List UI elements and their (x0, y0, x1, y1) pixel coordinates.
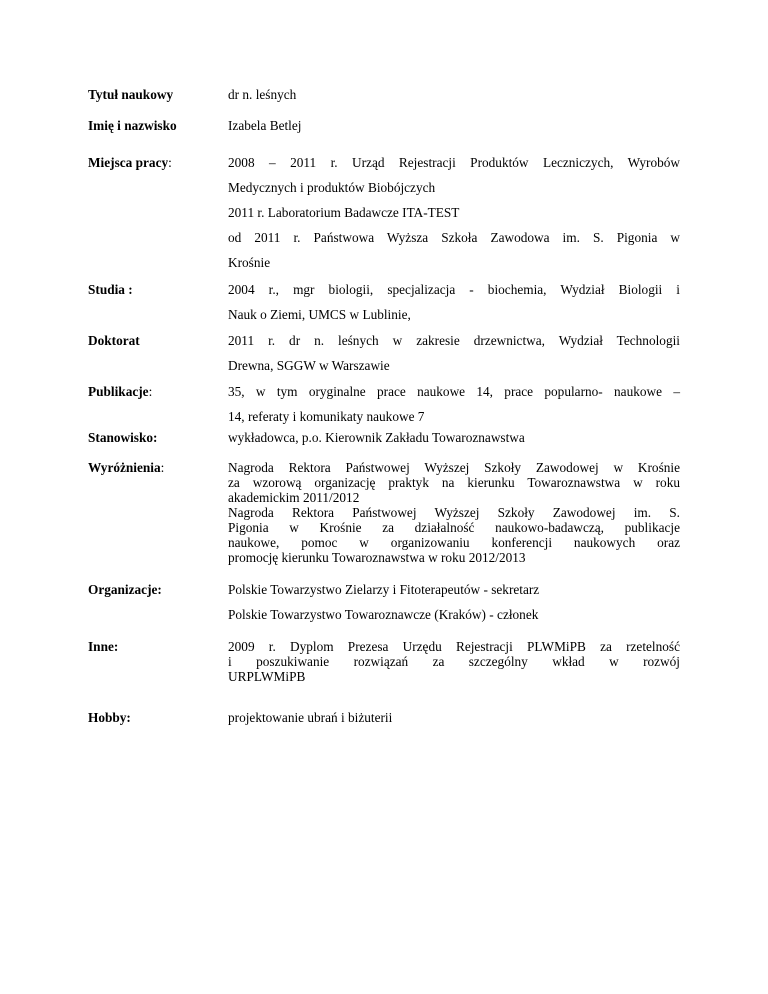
other-line: URPLWMiPB (228, 669, 306, 684)
publications-value (228, 384, 680, 424)
workplaces-line: 2011 r. Laboratorium Badawcze ITA-TEST (228, 205, 460, 220)
workplaces-label: Miejsca pracy: (88, 155, 172, 170)
awards-line: Nagroda Rektora Państwowej Wyższej Szkoły Zawodowej w Krośnie (228, 460, 680, 475)
other-line: 2009 r. Dyplom Prezesa Urzędu Rejestracji PLWMiPB za rzetelność (228, 639, 680, 654)
awards-label: Wyróżnienia: (88, 460, 165, 475)
organizations-line: Polskie Towarzystwo Zielarzy i Fitoterapeutów - sekretarz (228, 582, 540, 597)
position-value: wykładowca, p.o. Kierownik Zakładu Towaroznawstwa (228, 430, 525, 445)
other-value (228, 639, 680, 684)
doctorate-line: 2011 r. dr n. leśnych w zakresie drzewnictwa, Wydział Technologii (228, 333, 680, 348)
awards-value (228, 460, 680, 565)
doctorate-line: Drewna, SGGW w Warszawie (228, 358, 390, 373)
awards-line: Nagroda Rektora Państwowej Wyższej Szkoły Zawodowej im. S. (228, 505, 680, 520)
other-label: Inne: (88, 639, 119, 654)
other-line: i poszukiwanie rozwiązań za szczególny wkład w rozwój (228, 654, 680, 669)
position-label: Stanowisko: (88, 430, 158, 445)
organizations-value (228, 582, 680, 622)
title-value: dr n. leśnych (228, 87, 297, 102)
workplaces-line: Medycznych i produktów Biobójczych (228, 180, 436, 195)
organizations-label: Organizacje: (88, 582, 162, 597)
awards-line: za wzorową organizację praktyk na kierunku Towaroznawstwa w roku (228, 475, 680, 490)
hobby-label: Hobby: (88, 710, 131, 725)
workplaces-value (228, 155, 680, 270)
hobby-value: projektowanie ubrań i biżuterii (228, 710, 393, 725)
workplaces-line: 2008 – 2011 r. Urząd Rejestracji Produktów Leczniczych, Wyrobów (228, 155, 680, 170)
publications-label: Publikacje: (88, 384, 153, 399)
doctorate-value (228, 333, 680, 373)
name-label: Imię i nazwisko (88, 118, 177, 133)
publications-line: 35, w tym oryginalne prace naukowe 14, prace popularno- naukowe – (228, 384, 680, 399)
organizations-line: Polskie Towarzystwo Towaroznawcze (Kraków) - członek (228, 607, 539, 622)
workplaces-line: Krośnie (228, 255, 271, 270)
awards-line: akademickim 2011/2012 (228, 490, 360, 505)
workplaces-line: od 2011 r. Państwowa Wyższa Szkoła Zawodowa im. S. Pigonia w (228, 230, 680, 245)
studies-line: Nauk o Ziemi, UMCS w Lublinie, (228, 307, 411, 322)
studies-line: 2004 r., mgr biologii, specjalizacja - biochemia, Wydział Biologii i (228, 282, 680, 297)
awards-line: naukowe, pomoc w organizowaniu konferencji naukowych oraz (228, 535, 680, 550)
doctorate-label: Doktorat (88, 333, 140, 348)
awards-line: promocję kierunku Towaroznawstwa w roku 2012/2013 (228, 550, 526, 565)
studies-value (228, 282, 680, 322)
title-label: Tytuł naukowy (88, 87, 174, 102)
name-value: Izabela Betlej (228, 118, 302, 133)
publications-line: 14, referaty i komunikaty naukowe 7 (228, 409, 425, 424)
studies-label: Studia : (88, 282, 133, 297)
awards-line: Pigonia w Krośnie za działalność naukowo-badawczą, publikacje (228, 520, 680, 535)
